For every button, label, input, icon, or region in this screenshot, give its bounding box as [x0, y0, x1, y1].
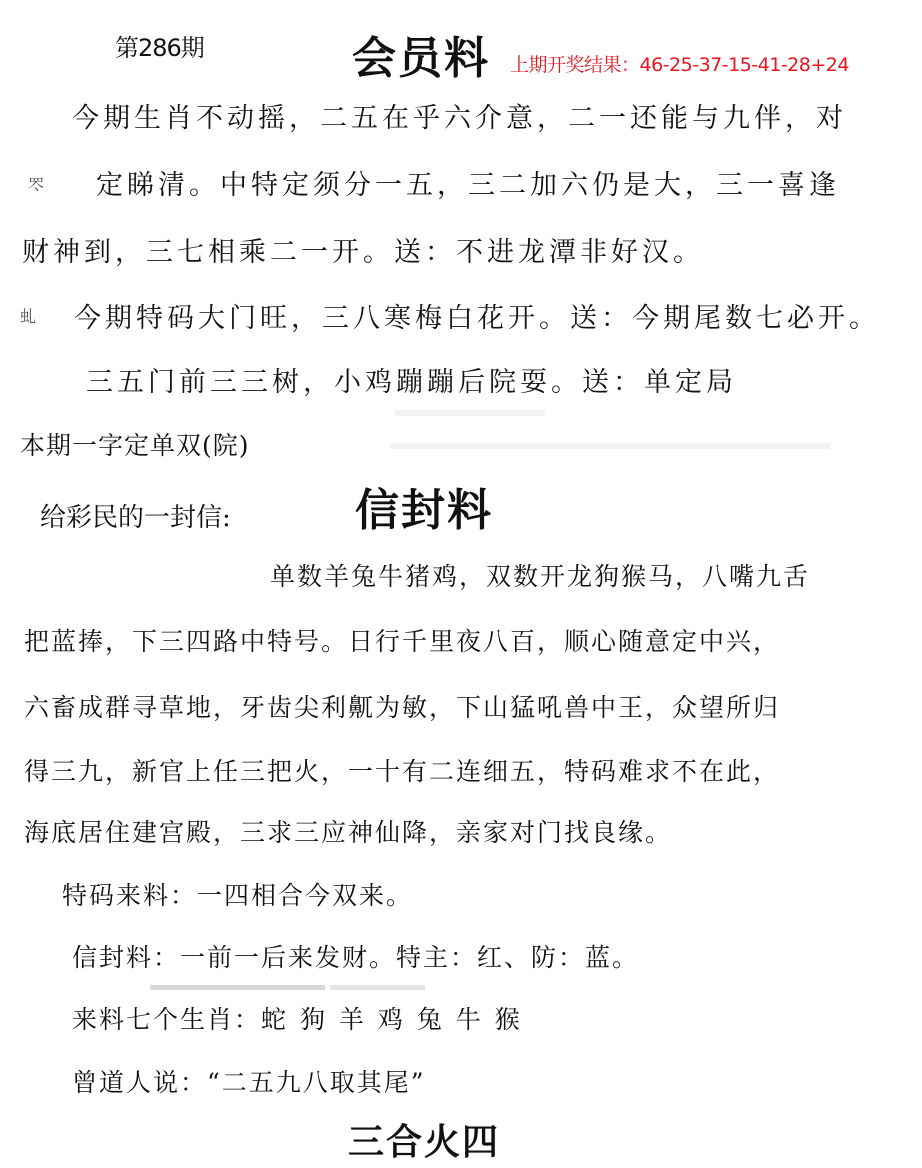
letter-line-2: 把蓝捧，下三四路中特号。日行千里夜八百，顺心随意定中兴，: [24, 627, 781, 656]
letter-line-5: 海底居住建宫殿，三求三应神仙降，亲家对门找良缘。: [24, 818, 673, 847]
seven-zodiacs-values: 蛇 狗 羊 鸡 兔 牛 猴: [261, 1005, 523, 1034]
letter-line-4: 得三九，新官上任三把火，一十有二连细五，特码难求不在此，: [24, 757, 781, 786]
envelope-tip: 信封料：一前一后来发财。特主：红、防：蓝。: [72, 943, 640, 972]
scan-fragment-1: 罖: [28, 175, 45, 194]
letter-line-1: 单数羊兔牛猪鸡，双数开龙狗猴马，八嘴九舌: [270, 562, 811, 591]
member-line-1: 今期生肖不动摇，二五在乎六介意，二一还能与九伴，对: [72, 103, 847, 134]
last-result: [510, 50, 849, 77]
last-result-label: 上期开奖结果：: [510, 54, 640, 76]
scan-fragment-2: 虬: [20, 307, 37, 326]
member-line-4: 今期特码大门旺，三八寒梅白花开。送：今期尾数七必开。: [74, 303, 880, 334]
scan-artifact: [390, 443, 830, 449]
footer-title: 三合火四: [348, 1121, 501, 1163]
letter-line-3: 六畜成群寻草地，牙齿尖利鼿为敏，下山猛吼兽中王，众望所归: [24, 693, 781, 722]
seven-zodiacs: [72, 1000, 523, 1036]
scan-artifact: [330, 985, 425, 990]
page-title: 会员料: [352, 33, 490, 84]
scan-artifact: [150, 985, 325, 990]
letter-heading: 给彩民的一封信:: [40, 503, 231, 533]
envelope-title: 信封料: [355, 485, 493, 536]
member-line-3: 财神到，三七相乘二一开。送：不进龙潭非好汉。: [22, 237, 704, 268]
member-line-2: 定睇清。中特定须分一五，三二加六仍是大，三一喜逢: [96, 170, 840, 201]
seven-zodiacs-label: 来料七个生肖：: [72, 1005, 262, 1034]
issue-number: 第286期: [115, 34, 204, 62]
single-digit-tip: 本期一字定单双(院): [20, 431, 250, 460]
last-result-numbers: 46-25-37-15-41-28+24: [639, 54, 849, 76]
special-source: 特码来料：一四相合今双来。: [62, 881, 414, 910]
member-line-5: 三五门前三三树，小鸡蹦蹦后院耍。送：单定局: [86, 367, 737, 398]
taoist-saying: 曾道人说：“二五九八取其尾”: [72, 1068, 426, 1097]
scan-artifact: [395, 410, 545, 416]
